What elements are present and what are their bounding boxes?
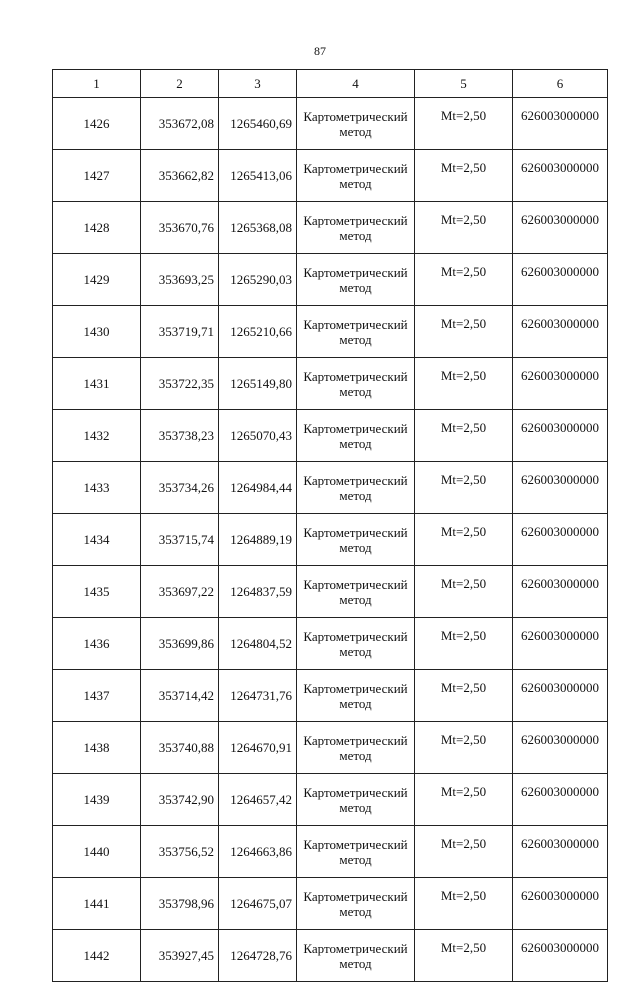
point-number-cell: 1441	[53, 878, 141, 930]
table-row	[53, 254, 608, 306]
accuracy-cell: Mt=2,50	[415, 930, 513, 982]
cadastral-number-cell: 626003000000	[513, 254, 608, 306]
y-coordinate-cell: 1264663,86	[219, 826, 297, 878]
point-number-cell: 1430	[53, 306, 141, 358]
y-coordinate-cell: 1264984,44	[219, 462, 297, 514]
method-cell: Картометрический метод	[297, 722, 415, 774]
point-number-cell: 1433	[53, 462, 141, 514]
accuracy-cell: Mt=2,50	[415, 618, 513, 670]
column-header: 3	[219, 70, 297, 98]
y-coordinate-cell: 1265460,69	[219, 98, 297, 150]
cadastral-number-cell: 626003000000	[513, 202, 608, 254]
table-row	[53, 462, 608, 514]
x-coordinate-cell: 353672,08	[141, 98, 219, 150]
method-cell: Картометрический метод	[297, 878, 415, 930]
point-number-cell: 1431	[53, 358, 141, 410]
accuracy-cell: Mt=2,50	[415, 202, 513, 254]
x-coordinate-cell: 353714,42	[141, 670, 219, 722]
y-coordinate-cell: 1264670,91	[219, 722, 297, 774]
table-row	[53, 566, 608, 618]
cadastral-number-cell: 626003000000	[513, 670, 608, 722]
method-cell: Картометрический метод	[297, 306, 415, 358]
method-cell: Картометрический метод	[297, 462, 415, 514]
accuracy-cell: Mt=2,50	[415, 410, 513, 462]
method-cell: Картометрический метод	[297, 618, 415, 670]
cadastral-number-cell: 626003000000	[513, 410, 608, 462]
table-row	[53, 774, 608, 826]
table-row	[53, 306, 608, 358]
y-coordinate-cell: 1264731,76	[219, 670, 297, 722]
method-cell: Картометрический метод	[297, 566, 415, 618]
accuracy-cell: Mt=2,50	[415, 98, 513, 150]
point-number-cell: 1440	[53, 826, 141, 878]
accuracy-cell: Mt=2,50	[415, 150, 513, 202]
table-row	[53, 826, 608, 878]
accuracy-cell: Mt=2,50	[415, 566, 513, 618]
x-coordinate-cell: 353756,52	[141, 826, 219, 878]
point-number-cell: 1439	[53, 774, 141, 826]
cadastral-number-cell: 626003000000	[513, 150, 608, 202]
column-header: 6	[513, 70, 608, 98]
table-row	[53, 202, 608, 254]
point-number-cell: 1426	[53, 98, 141, 150]
point-number-cell: 1427	[53, 150, 141, 202]
x-coordinate-cell: 353734,26	[141, 462, 219, 514]
accuracy-cell: Mt=2,50	[415, 306, 513, 358]
table-row	[53, 878, 608, 930]
y-coordinate-cell: 1264889,19	[219, 514, 297, 566]
accuracy-cell: Mt=2,50	[415, 670, 513, 722]
y-coordinate-cell: 1264728,76	[219, 930, 297, 982]
x-coordinate-cell: 353699,86	[141, 618, 219, 670]
cadastral-number-cell: 626003000000	[513, 358, 608, 410]
x-coordinate-cell: 353740,88	[141, 722, 219, 774]
accuracy-cell: Mt=2,50	[415, 358, 513, 410]
point-number-cell: 1436	[53, 618, 141, 670]
method-cell: Картометрический метод	[297, 254, 415, 306]
table-row	[53, 930, 608, 982]
x-coordinate-cell: 353927,45	[141, 930, 219, 982]
cadastral-number-cell: 626003000000	[513, 514, 608, 566]
y-coordinate-cell: 1264657,42	[219, 774, 297, 826]
x-coordinate-cell: 353670,76	[141, 202, 219, 254]
accuracy-cell: Mt=2,50	[415, 826, 513, 878]
y-coordinate-cell: 1265210,66	[219, 306, 297, 358]
method-cell: Картометрический метод	[297, 98, 415, 150]
table-row	[53, 358, 608, 410]
x-coordinate-cell: 353742,90	[141, 774, 219, 826]
y-coordinate-cell: 1264837,59	[219, 566, 297, 618]
point-number-cell: 1437	[53, 670, 141, 722]
accuracy-cell: Mt=2,50	[415, 462, 513, 514]
cadastral-number-cell: 626003000000	[513, 618, 608, 670]
column-header: 4	[297, 70, 415, 98]
coordinates-table	[52, 69, 608, 982]
column-header: 5	[415, 70, 513, 98]
y-coordinate-cell: 1265070,43	[219, 410, 297, 462]
table-row	[53, 722, 608, 774]
accuracy-cell: Mt=2,50	[415, 878, 513, 930]
table-row	[53, 618, 608, 670]
table-body	[53, 98, 608, 982]
x-coordinate-cell: 353715,74	[141, 514, 219, 566]
y-coordinate-cell: 1265149,80	[219, 358, 297, 410]
cadastral-number-cell: 626003000000	[513, 774, 608, 826]
point-number-cell: 1438	[53, 722, 141, 774]
y-coordinate-cell: 1265290,03	[219, 254, 297, 306]
method-cell: Картометрический метод	[297, 410, 415, 462]
point-number-cell: 1435	[53, 566, 141, 618]
method-cell: Картометрический метод	[297, 670, 415, 722]
x-coordinate-cell: 353662,82	[141, 150, 219, 202]
table-row	[53, 514, 608, 566]
accuracy-cell: Mt=2,50	[415, 514, 513, 566]
x-coordinate-cell: 353738,23	[141, 410, 219, 462]
method-cell: Картометрический метод	[297, 202, 415, 254]
column-header: 1	[53, 70, 141, 98]
accuracy-cell: Mt=2,50	[415, 774, 513, 826]
y-coordinate-cell: 1265413,06	[219, 150, 297, 202]
table-row	[53, 670, 608, 722]
method-cell: Картометрический метод	[297, 150, 415, 202]
point-number-cell: 1428	[53, 202, 141, 254]
cadastral-number-cell: 626003000000	[513, 566, 608, 618]
x-coordinate-cell: 353697,22	[141, 566, 219, 618]
cadastral-number-cell: 626003000000	[513, 98, 608, 150]
cadastral-number-cell: 626003000000	[513, 930, 608, 982]
point-number-cell: 1432	[53, 410, 141, 462]
table-header	[53, 70, 608, 98]
method-cell: Картометрический метод	[297, 826, 415, 878]
header-row	[53, 70, 608, 98]
point-number-cell: 1442	[53, 930, 141, 982]
x-coordinate-cell: 353798,96	[141, 878, 219, 930]
method-cell: Картометрический метод	[297, 514, 415, 566]
table-row	[53, 410, 608, 462]
cadastral-number-cell: 626003000000	[513, 462, 608, 514]
x-coordinate-cell: 353719,71	[141, 306, 219, 358]
table-row	[53, 150, 608, 202]
cadastral-number-cell: 626003000000	[513, 306, 608, 358]
cadastral-number-cell: 626003000000	[513, 722, 608, 774]
page-number: 87	[314, 44, 326, 58]
point-number-cell: 1429	[53, 254, 141, 306]
method-cell: Картометрический метод	[297, 358, 415, 410]
method-cell: Картометрический метод	[297, 930, 415, 982]
table-row	[53, 98, 608, 150]
point-number-cell: 1434	[53, 514, 141, 566]
accuracy-cell: Mt=2,50	[415, 722, 513, 774]
x-coordinate-cell: 353722,35	[141, 358, 219, 410]
column-header: 2	[141, 70, 219, 98]
cadastral-number-cell: 626003000000	[513, 878, 608, 930]
y-coordinate-cell: 1265368,08	[219, 202, 297, 254]
accuracy-cell: Mt=2,50	[415, 254, 513, 306]
cadastral-number-cell: 626003000000	[513, 826, 608, 878]
y-coordinate-cell: 1264675,07	[219, 878, 297, 930]
x-coordinate-cell: 353693,25	[141, 254, 219, 306]
method-cell: Картометрический метод	[297, 774, 415, 826]
y-coordinate-cell: 1264804,52	[219, 618, 297, 670]
